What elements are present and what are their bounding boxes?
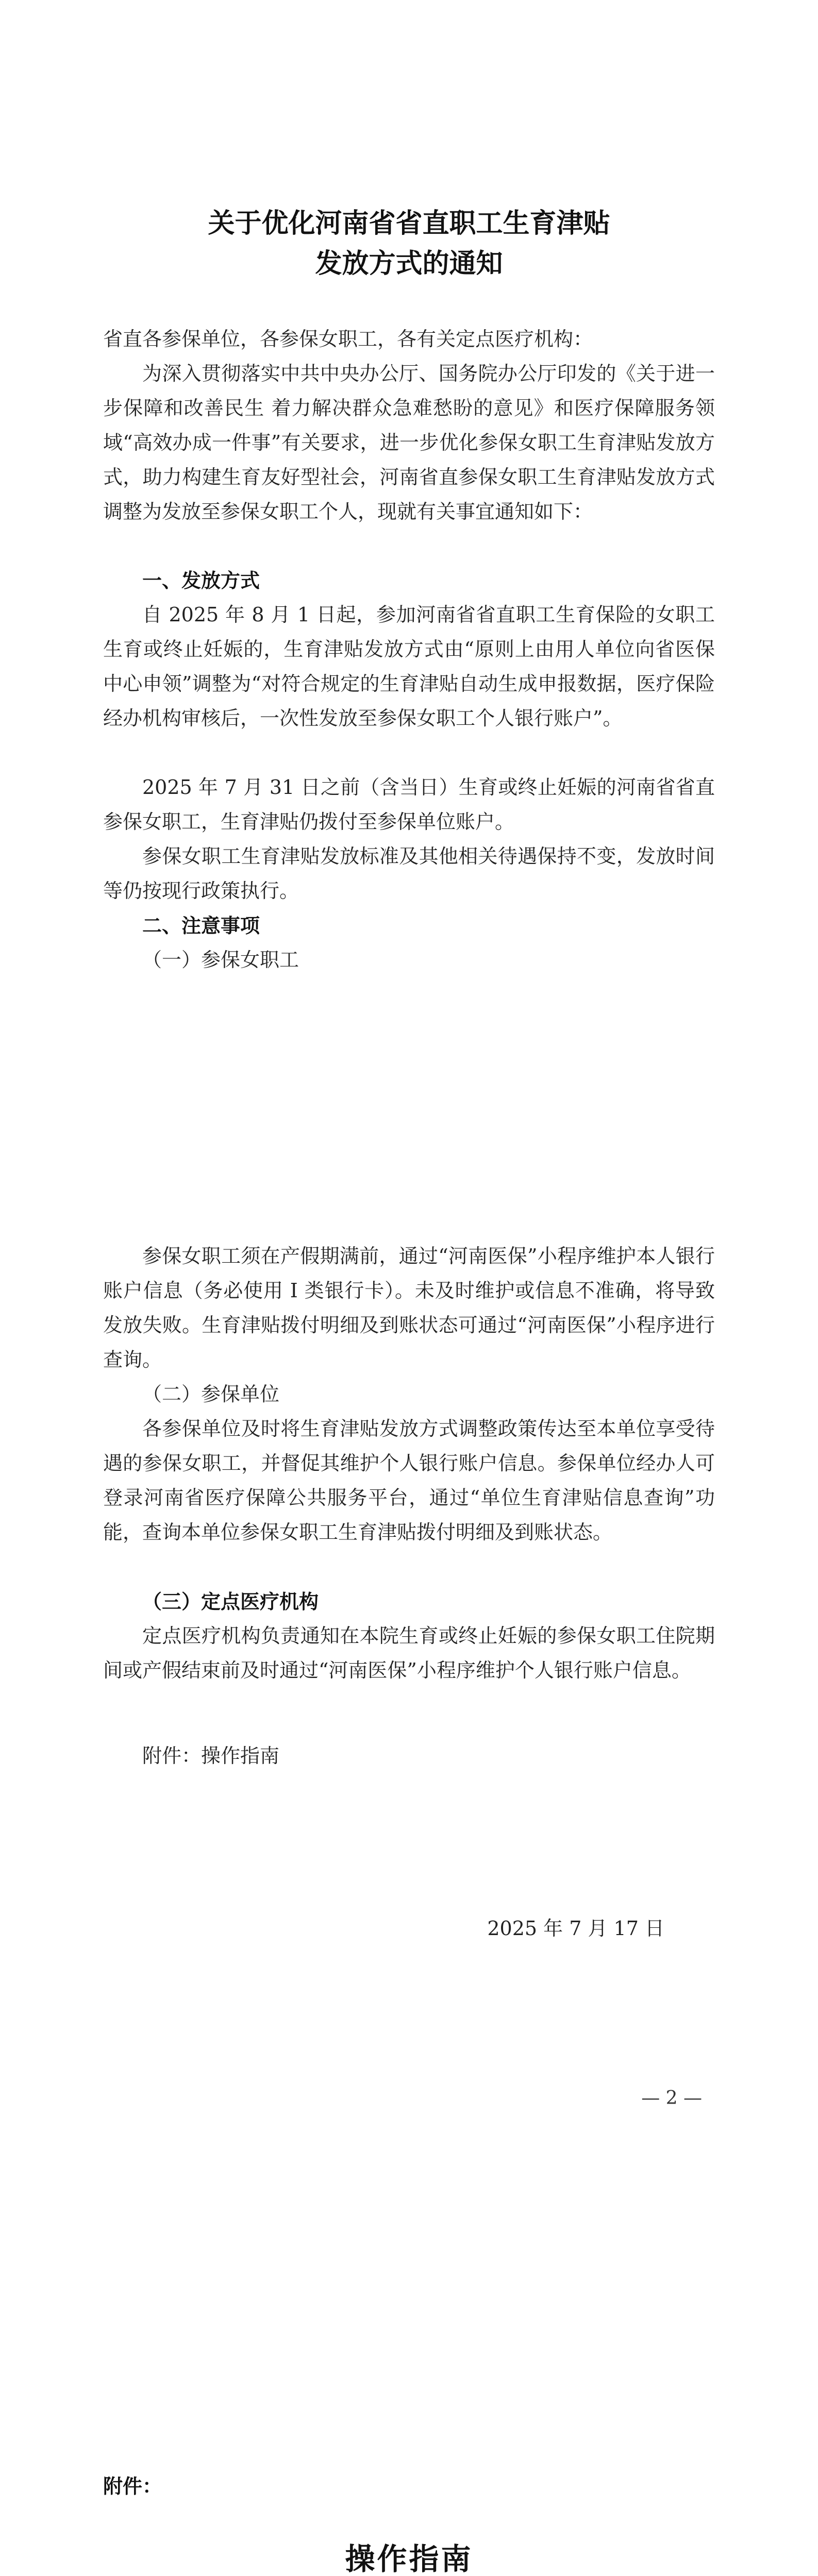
section-2-heading: 二、注意事项 [142,914,260,937]
section-1-paragraph-1: 自 2025 年 8 月 1 日起，参加河南省省直职工生育保险的女职工生育或终止妊娠的，生育津贴发放方式由“原则上由用人单位向省医保中心申领”调整为“对符合规定的生育津贴自动生成申报数据，医疗保险经办机构审核后，一次性发放至参保女职工个人银行账户”。 [103,603,715,730]
notice-title-line-2: 发放方式的通知 [315,248,503,279]
guide-title: 操作指南 [345,2541,473,2576]
section-1-paragraph-2: 2025 年 7 月 31 日之前（含当日）生育或终止妊娠的河南省省直参保女职工，生育津贴仍拨付至参保单位账户。 [103,776,715,833]
section-1-heading: 一、发放方式 [142,569,260,592]
page-number: — 2 — [641,2088,702,2109]
attachment-label: 附件： [103,2475,162,2498]
section-1-paragraph-3: 参保女职工生育津贴发放标准及其他相关待遇保持不变，发放时间等仍按现行政策执行。 [103,845,715,902]
issue-date: 2025 年 7 月 17 日 [487,1917,664,1940]
subsection-1-body: 参保女职工须在产假期满前，通过“河南医保”小程序维护本人银行账户信息（务必使用 I 类银行卡）。未及时维护或信息不准确，将导致发放失败。生育津贴拨付明细及到账状态可通过“河南医保”小程序进行查询。 [103,1245,715,1371]
notice-title-line-1: 关于优化河南省省直职工生育津贴 [208,208,610,239]
subsection-3-heading: （三）定点医疗机构 [142,1590,319,1613]
subsection-2-heading: （二）参保单位 [142,1383,280,1405]
intro-paragraph: 为深入贯彻落实中共中央办公厅、国务院办公厅印发的《关于进一步保障和改善民生 着力解决群众急难愁盼的意见》和医疗保障服务领域“高效办成一件事”有关要求，进一步优化参保女职工生育津贴发放方式，助力构建生育友好型社会，河南省直参保女职工生育津贴发放方式调整为发放至参保女职工个人，现就有关事宜通知如下： [103,362,715,523]
salutation: 省直各参保单位，各参保女职工，各有关定点医疗机构： [103,328,593,350]
subsection-1-heading: （一）参保女职工 [142,948,299,971]
subsection-2-body: 各参保单位及时将生育津贴发放方式调整政策传达至本单位享受待遇的参保女职工，并督促其维护个人银行账户信息。参保单位经办人可登录河南省医疗保障公共服务平台，通过“单位生育津贴信息查询”功能，查询本单位参保女职工生育津贴拨付明细及到账状态。 [103,1417,715,1544]
subsection-3-body: 定点医疗机构负责通知在本院生育或终止妊娠的参保女职工住院期间或产假结束前及时通过“河南医保”小程序维护个人银行账户信息。 [103,1624,715,1682]
attachment-note: 附件：操作指南 [142,1744,280,1767]
